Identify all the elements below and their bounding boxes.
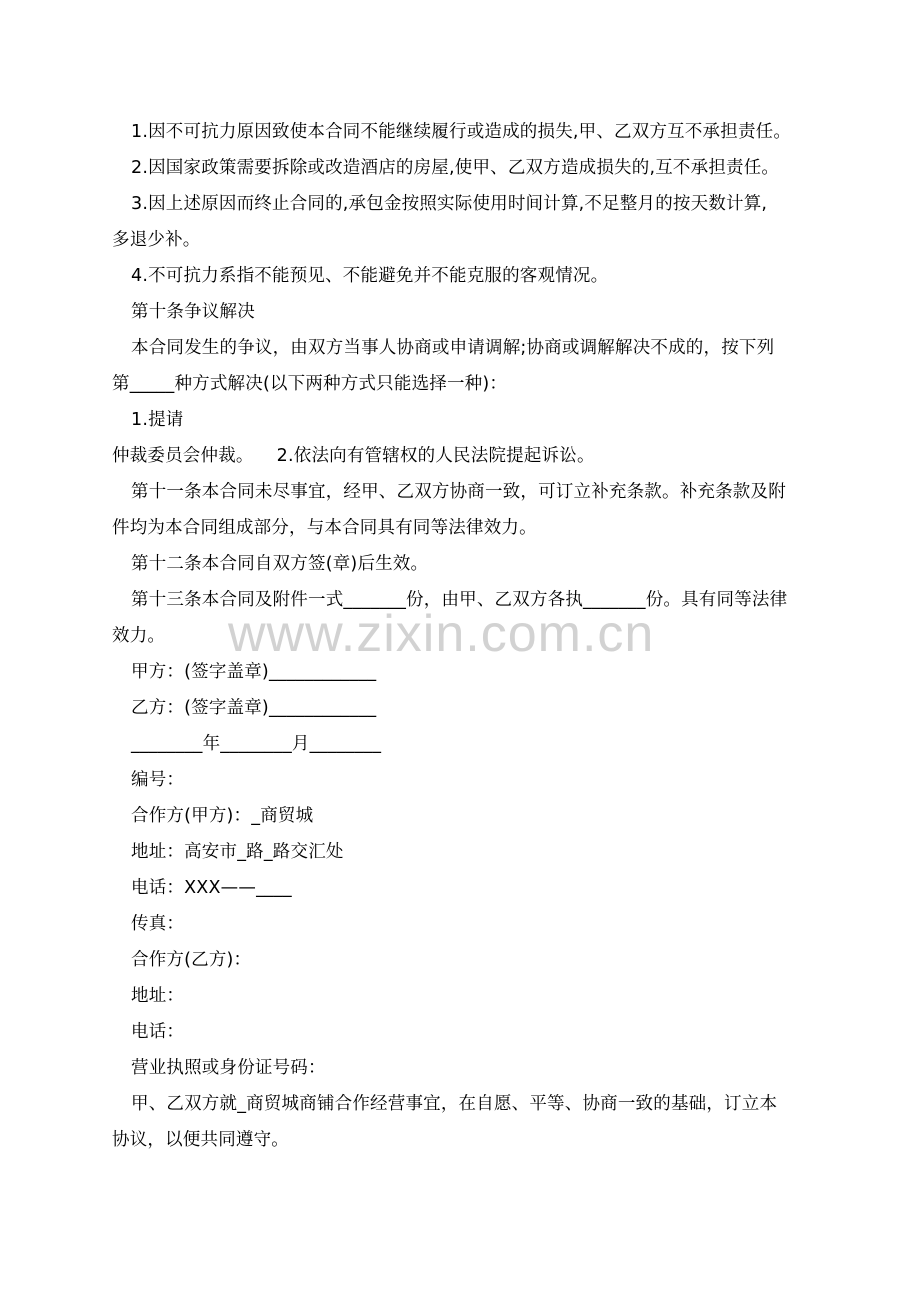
document-line: 第十二条本合同自双方签(章)后生效。 [131,554,429,574]
document-line: 合作方(乙方)： [131,950,252,970]
document-line: 2.因国家政策需要拆除或改造酒店的房屋,使甲、乙双方造成损失的,互不承担责任。 [131,158,780,178]
document-line: 甲方：(签字盖章)____________ [131,662,377,682]
document-line: 件均为本合同组成部分，与本合同具有同等法律效力。 [112,518,537,538]
document-line: 本合同发生的争议，由双方当事人协商或申请调解;协商或调解解决不成的，按下列 [131,338,775,358]
document-line: 多退少补。 [112,230,201,250]
document-line: 1.提请 [131,410,184,430]
document-line: 编号： [131,770,185,790]
document-line: ________年________月________ [131,734,382,754]
document-line: 营业执照或身份证号码： [131,1058,326,1078]
document-line: 第_____种方式解决(以下两种方式只能选择一种)： [112,374,508,394]
document-line: 仲裁委员会仲裁。 2.依法向有管辖权的人民法院提起诉讼。 [112,446,595,466]
document-line: 地址： [131,986,185,1006]
document-line: 效力。 [112,626,166,646]
watermark: www.zixin.com.cn [228,605,655,663]
document-line: 3.因上述原因而终止合同的,承包金按照实际使用时间计算,不足整月的按天数计算, [131,194,768,214]
document-line: 甲、乙双方就_商贸城商铺合作经营事宜，在自愿、平等、协商一致的基础，订立本 [131,1094,778,1114]
document-line: 乙方：(签字盖章)____________ [131,698,377,718]
document-line: 1.因不可抗力原因致使本合同不能继续履行或造成的损失,甲、乙双方互不承担责任。 [131,122,792,142]
document-line: 第十条争议解决 [131,302,255,322]
document-line: 协议，以便共同遵守。 [112,1130,289,1150]
document-line: 传真： [131,914,185,934]
document-line: 4.不可抗力系指不能预见、不能避免并不能克服的客观情况。 [131,266,609,286]
document-line: 第十一条本合同未尽事宜，经甲、乙双方协商一致，可订立补充条款。补充条款及附 [131,482,786,502]
document-line: 地址：高安市_路_路交汇处 [131,842,344,862]
document-line: 电话：XXX——____ [131,878,292,898]
document-line: 第十三条本合同及附件一式_______份，由甲、乙双方各执_______份。具有同等法律 [131,590,788,610]
document-body [112,114,812,1158]
document-line: 合作方(甲方)：_商贸城 [131,806,314,826]
document-line: 电话： [131,1022,185,1042]
